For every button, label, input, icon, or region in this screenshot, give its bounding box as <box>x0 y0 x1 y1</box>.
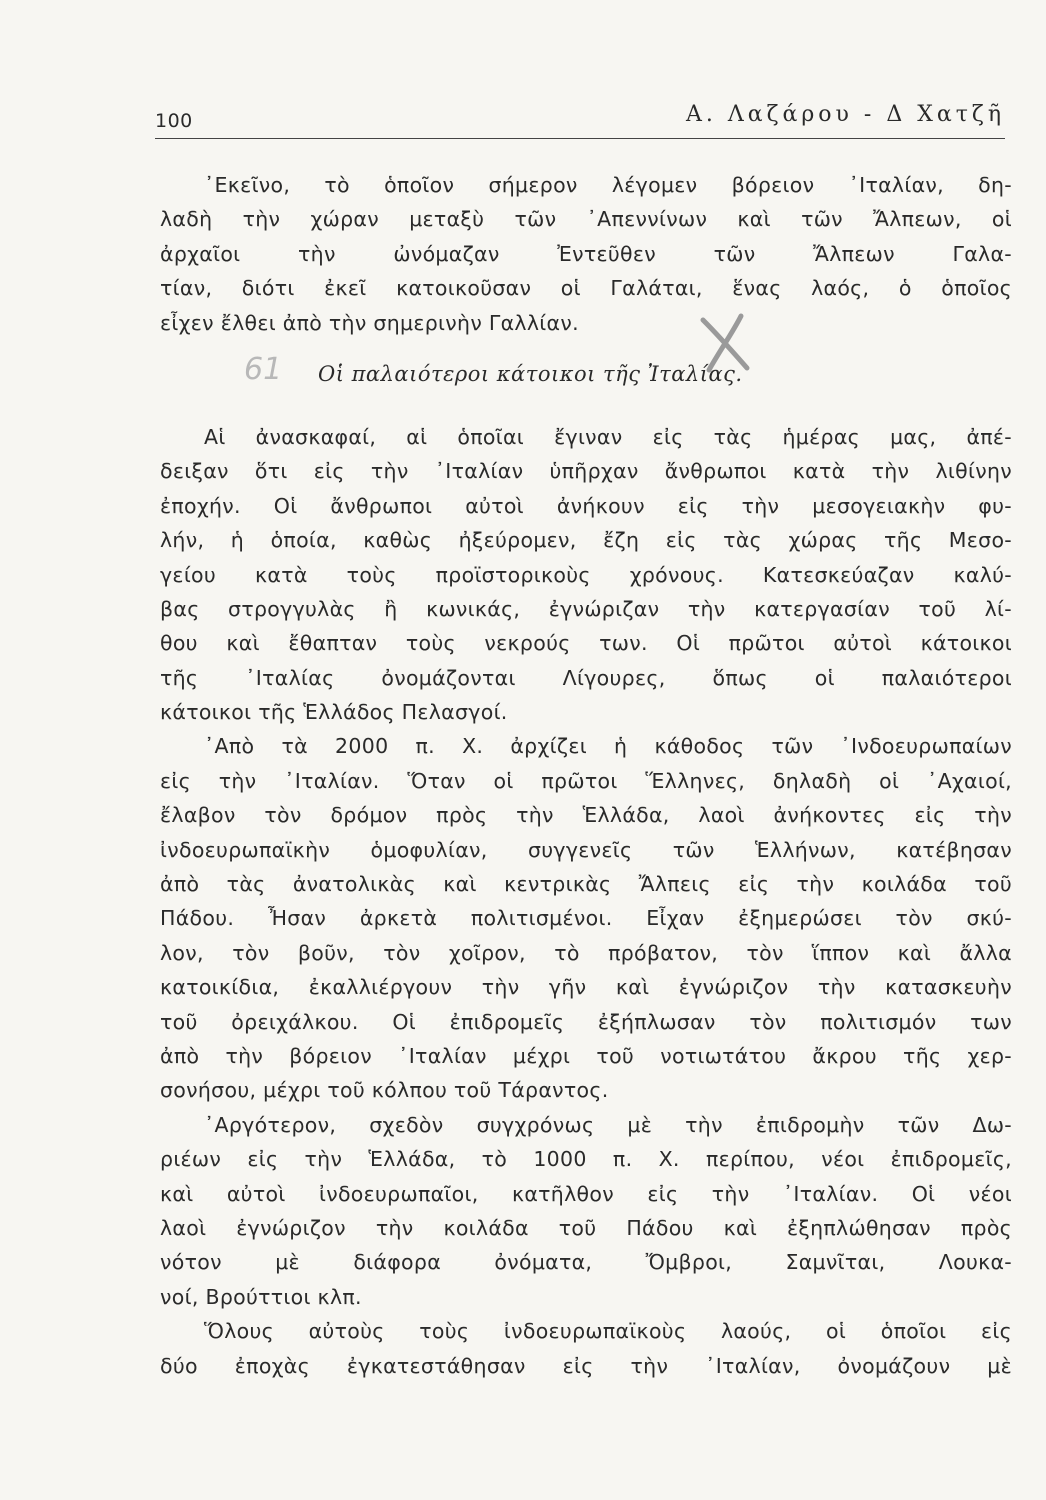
section-heading: Οἱ παλαιότεροι κάτοικοι τῆς Ἰταλίας. <box>318 361 743 386</box>
text-line: νοί, Βρούττιοι κλπ. <box>160 1284 362 1309</box>
text-line: δειξαν ὅτι εἰς τὴν ᾿Ιταλίαν ὑπῆρχαν ἄνθρωποι κατὰ τὴν λιθίνην <box>160 459 1012 484</box>
paragraph-4 <box>160 1108 1012 1314</box>
text-line: ριέων εἰς τὴν Ἑλλάδα, τὸ 1000 π. Χ. περίπου, νέοι ἐπιδρομεῖς, <box>160 1147 1012 1172</box>
text-line: βας στρογγυλὰς ἢ κωνικάς, ἐγνώριζαν τὴν κατεργασίαν τοῦ λί- <box>160 596 1012 621</box>
paragraph-1 <box>160 168 1012 340</box>
text-line: ἀρχαῖοι τὴν ὠνόμαζαν Ἐντεῦθεν τῶν Ἄλπεων Γαλα- <box>160 241 1012 266</box>
text-line: τοῦ ὀρειχάλκου. Οἱ ἐπιδρομεῖς ἐξήπλωσαν τὸν πολιτισμόν των <box>160 1009 1012 1034</box>
text-line: σονήσου, μέχρι τοῦ κόλπου τοῦ Τάραντος. <box>160 1078 609 1103</box>
text-line: λον, τὸν βοῦν, τὸν χοῖρον, τὸ πρόβατον, τὸν ἵππον καὶ ἄλλα <box>160 940 1012 965</box>
text-line: κάτοικοι τῆς Ἑλλάδος Πελασγοί. <box>160 700 508 725</box>
text-line: ᾿Αργότερον, σχεδὸν συγχρόνως μὲ τὴν ἐπιδρομὴν τῶν Δω- <box>204 1112 1012 1137</box>
text-line: λαδὴ τὴν χώραν μεταξὺ τῶν ᾿Απεννίνων καὶ τῶν Ἄλπεων, οἱ <box>160 207 1012 232</box>
page-header <box>155 98 1005 139</box>
text-line: Ὅλους αὐτοὺς τοὺς ἰνδοευρωπαϊκοὺς λαούς, οἱ ὁποῖοι εἰς <box>204 1319 1012 1344</box>
text-line: ἀπὸ τὰς ἀνατολικὰς καὶ κεντρικὰς Ἄλπεις εἰς τὴν κοιλάδα τοῦ <box>160 872 1012 897</box>
text-line: Αἱ ἀνασκαφαί, αἱ ὁποῖαι ἔγιναν εἰς τὰς ἡμέρας μας, ἀπέ- <box>204 424 1012 449</box>
text-line: ᾿Απὸ τὰ 2000 π. Χ. ἀρχίζει ἡ κάθοδος τῶν ᾿Ινδοευρωπαίων <box>204 734 1012 759</box>
text-line: κατοικίδια, ἐκαλλιέργουν τὴν γῆν καὶ ἐγνώριζον τὴν κατασκευὴν <box>160 975 1012 1000</box>
text-line: ἀπὸ τὴν βόρειον ᾿Ιταλίαν μέχρι τοῦ νοτιωτάτου ἄκρου τῆς χερ- <box>160 1043 1012 1068</box>
text-line: γείου κατὰ τοὺς προϊστορικοὺς χρόνους. Κατεσκεύαζαν καλύ- <box>160 562 1012 587</box>
paragraph-2 <box>160 420 1012 730</box>
text-line: τίαν, διότι ἐκεῖ κατοικοῦσαν οἱ Γαλάται, ἕνας λαός, ὁ ὁποῖος <box>160 276 1012 301</box>
text-line: τῆς ᾿Ιταλίας ὀνομάζονται Λίγουρες, ὅπως οἱ παλαιότεροι <box>160 665 1012 690</box>
running-head: Α. Λαζάρου - Δ Χατζῆ <box>685 102 1005 127</box>
text-line: δύο ἐποχὰς ἐγκατεστάθησαν εἰς τὴν ᾿Ιταλίαν, ὀνομάζουν μὲ <box>160 1353 1012 1378</box>
section-heading-block <box>160 340 1012 420</box>
text-line: νότον μὲ διάφορα ὀνόματα, Ὄμβροι, Σαμνῖται, Λουκα- <box>160 1250 1012 1275</box>
text-line: θου καὶ ἔθαπταν τοὺς νεκρούς των. Οἱ πρῶτοι αὐτοὶ κάτοικοι <box>160 631 1012 656</box>
text-line: ἔλαβον τὸν δρόμον πρὸς τὴν Ἑλλάδα, λαοὶ ἀνήκοντες εἰς τὴν <box>160 803 1012 828</box>
text-line: εἶχεν ἔλθει ἀπὸ τὴν σημερινὴν Γαλλίαν. <box>160 310 579 335</box>
text-line: Πάδου. Ἦσαν ἀρκετὰ πολιτισμένοι. Εἶχαν ἐξημερώσει τὸν σκύ- <box>160 906 1012 931</box>
text-line: καὶ αὐτοὶ ἰνδοευρωπαῖοι, κατῆλθον εἰς τὴν ᾿Ιταλίαν. Οἱ νέοι <box>160 1181 1012 1206</box>
text-line: ᾿Εκεῖνο, τὸ ὁποῖον σήμερον λέγομεν βόρειον ᾿Ιταλίαν, δη- <box>204 173 1012 197</box>
text-line: εἰς τὴν ᾿Ιταλίαν. Ὅταν οἱ πρῶτοι Ἕλληνες, δηλαδὴ οἱ ᾿Αχαιοί, <box>160 768 1012 793</box>
body-text <box>160 168 1012 1383</box>
paragraph-5 <box>160 1314 1012 1383</box>
page-number: 100 <box>155 110 193 132</box>
text-line: ἰνδοευρωπαϊκὴν ὁμοφυλίαν, συγγενεῖς τῶν Ἑλλήνων, κατέβησαν <box>160 837 1012 862</box>
text-line: ἐποχήν. Οἱ ἄνθρωποι αὐτοὶ ἀνήκουν εἰς τὴν μεσογειακὴν φυ- <box>160 493 1012 518</box>
margin-note: 61 <box>244 351 283 387</box>
text-line: λήν, ἡ ὁποία, καθὼς ἠξεύρομεν, ἔζη εἰς τὰς χώρας τῆς Μεσο- <box>160 528 1012 553</box>
text-line: λαοὶ ἐγνώριζον τὴν κοιλάδα τοῦ Πάδου καὶ ἐξηπλώθησαν πρὸς <box>160 1215 1012 1240</box>
paragraph-3 <box>160 729 1012 1107</box>
